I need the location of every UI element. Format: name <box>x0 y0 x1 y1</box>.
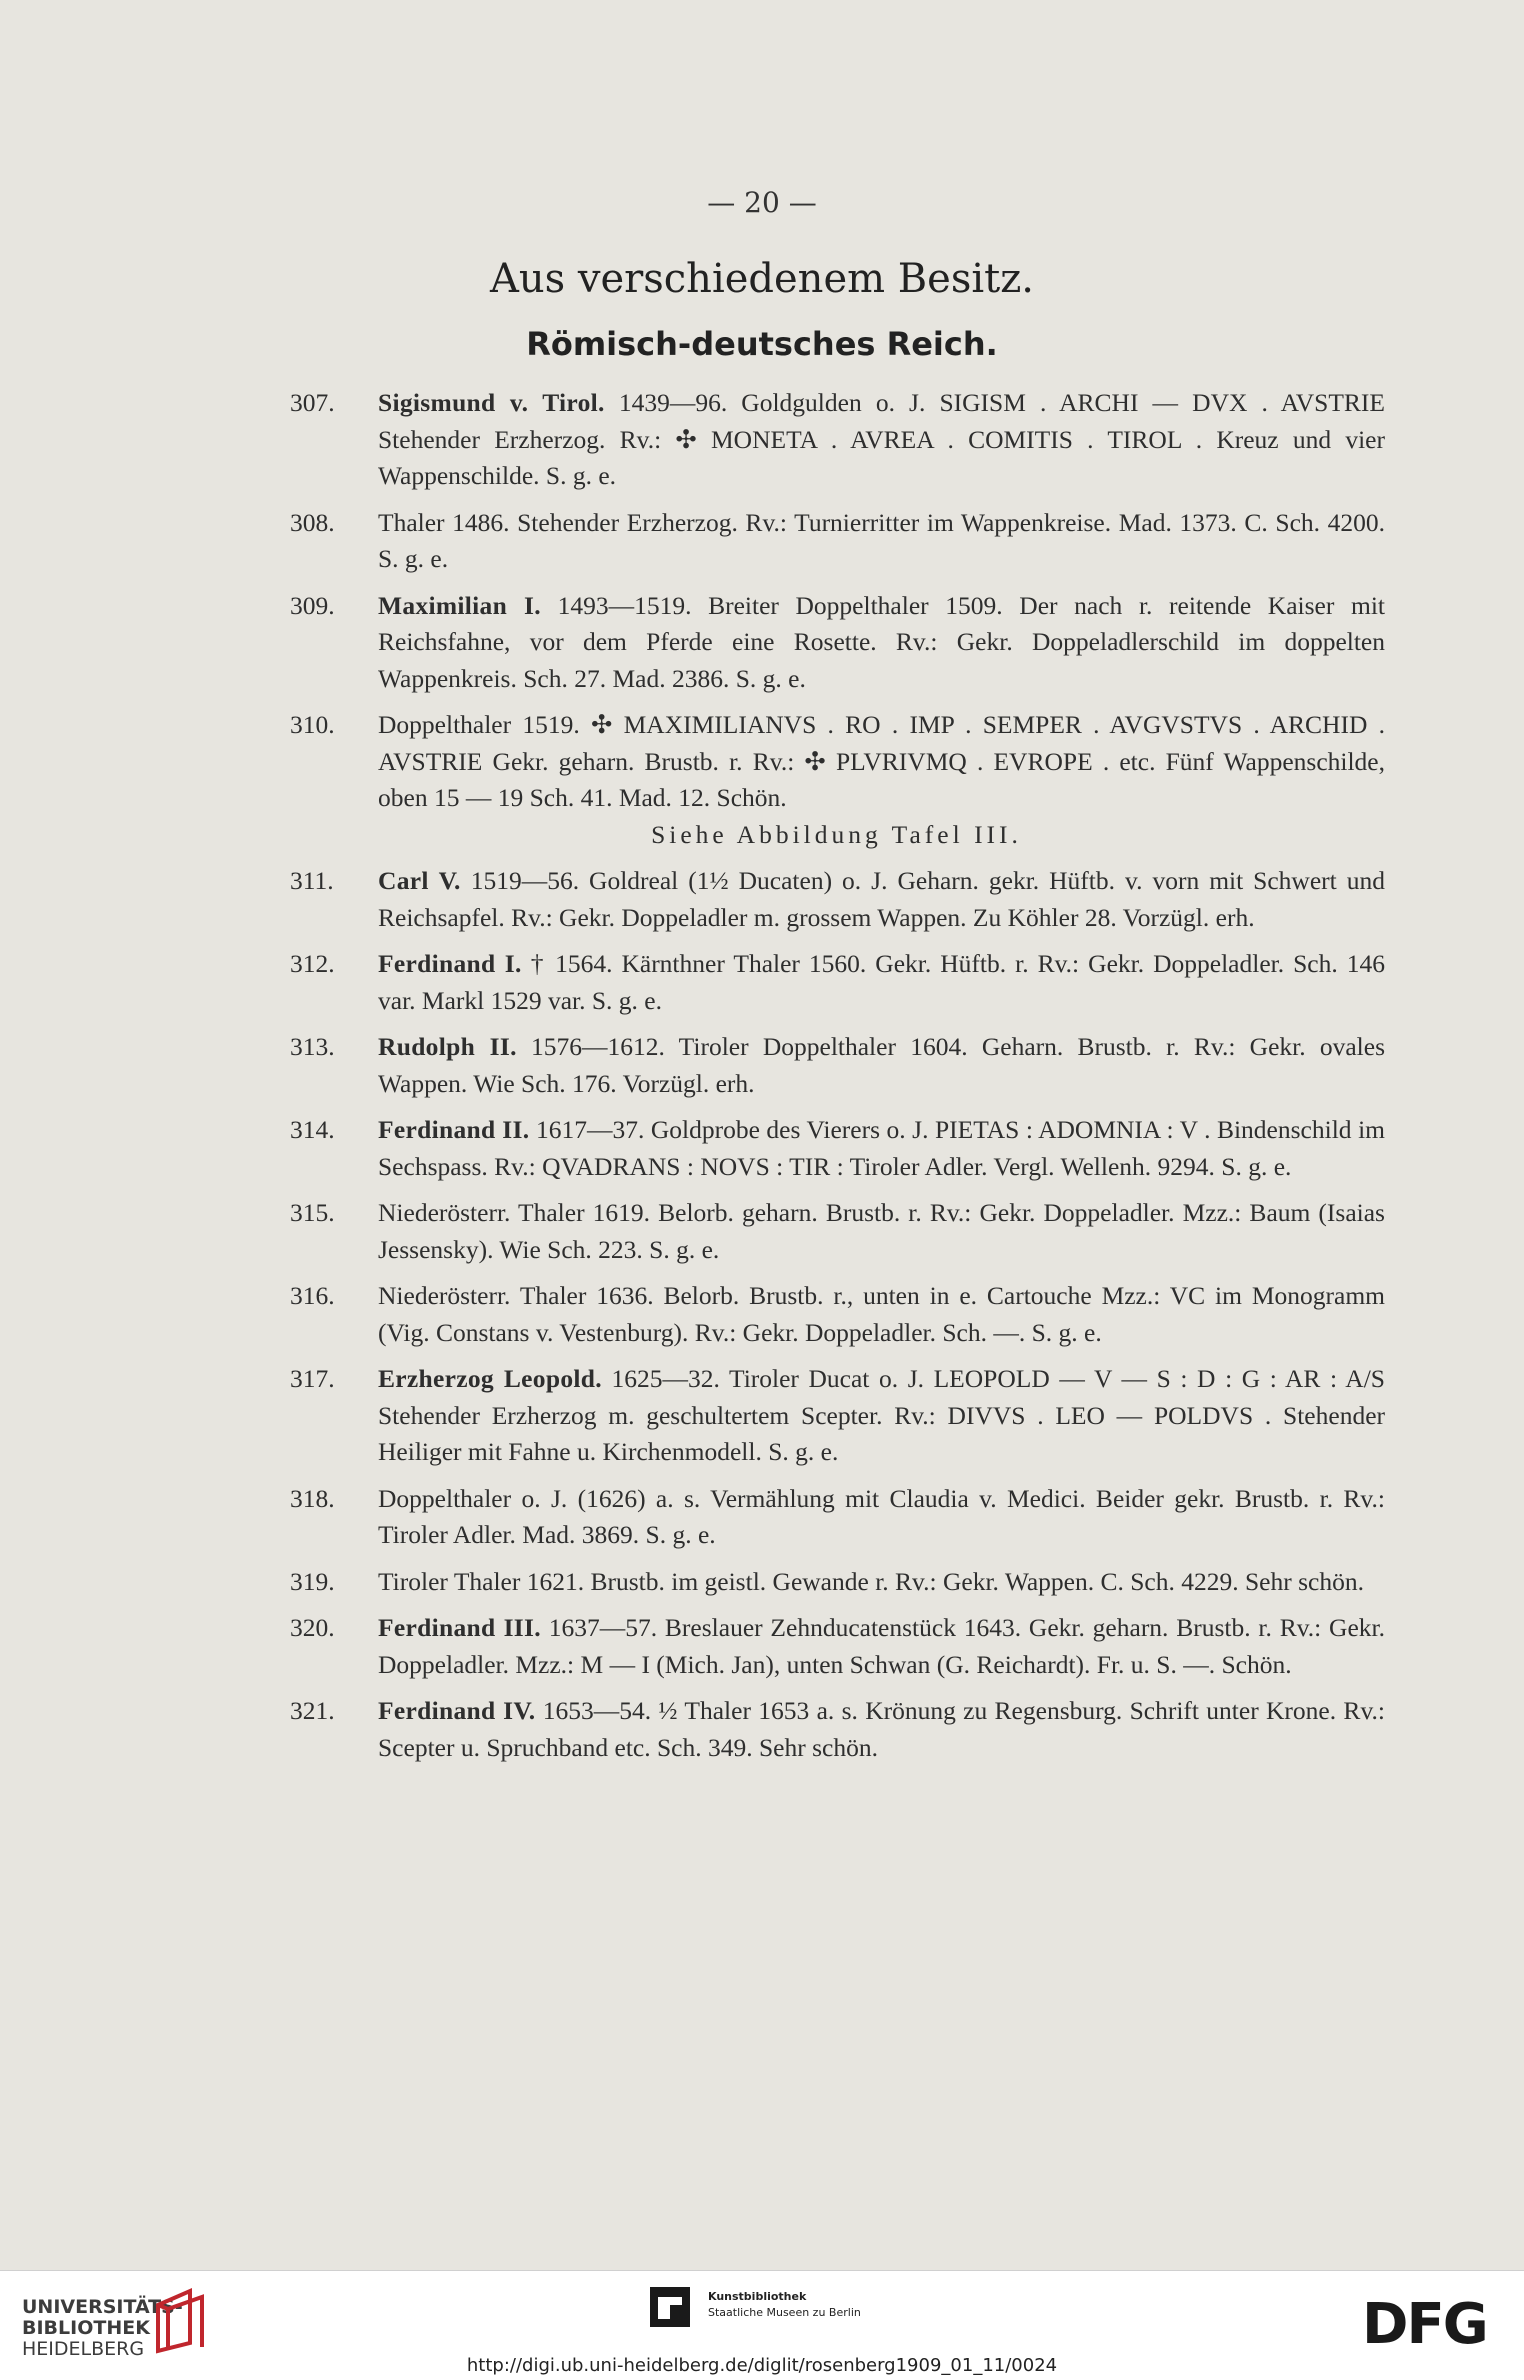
entry-number: 320. <box>290 1613 335 1642</box>
university-logo-line: UNIVERSITÄTS- <box>22 2296 183 2318</box>
entry-description: Niederösterr. Thaler 1636. Belorb. Brustb. r., unten in e. Cartouche Mzz.: VC im Monogramm (Vig. Constans v. Vestenburg). Rv.: Gekr. Doppeladler. Sch. —. S. g. e. <box>378 1281 1385 1347</box>
kunstbibliothek-text <box>708 2289 861 2321</box>
entry-number: 313. <box>290 1032 335 1061</box>
entry-number: 309. <box>290 590 335 620</box>
catalog-entry <box>290 707 1385 853</box>
catalog-entry <box>290 946 1385 1019</box>
entry-number: 311. <box>290 866 334 895</box>
catalog-entry <box>290 863 1385 936</box>
entry-number: 310. <box>290 710 335 739</box>
entry-number: 307. <box>290 388 335 417</box>
dfg-logo-text: DFG <box>1362 2295 1487 2349</box>
catalog-entry <box>290 1564 1385 1601</box>
kunstbibliothek-title: Kunstbibliothek <box>708 2290 807 2303</box>
catalog-entry <box>290 588 1385 698</box>
source-url[interactable]: http://digi.ub.uni-heidelberg.de/diglit/rosenberg1909_01_11/0024 <box>466 2355 1058 2376</box>
kunstbibliothek-logo-icon <box>648 2285 692 2329</box>
kunstbibliothek-subtitle: Staatliche Museen zu Berlin <box>708 2306 861 2319</box>
entry-ruler: Ferdinand IV. <box>378 1696 536 1725</box>
page-number: — 20 — <box>707 186 817 219</box>
viewer-footer <box>0 2270 1524 2380</box>
entry-number: 317. <box>290 1364 335 1393</box>
entry-ruler: Rudolph II. <box>378 1032 517 1061</box>
entry-description: Doppelthaler 1519. ✣ MAXIMILIANVS . RO . IMP . SEMPER . AVGVSTVS . ARCHID . AVSTRIE Gekr. geharn. Brustb. r. Rv.: ✣ PLVRIVMQ . EVROPE . etc. Fünf Wappenschilde, oben 15 — 19 Sch. 41. Mad. 12. Schön. <box>378 710 1385 812</box>
section-heading: Römisch-deutsches Reich. <box>526 325 998 363</box>
entry-description: 1617—37. Goldprobe des Vierers o. J. PIETAS : ADOMNIA : V . Bindenschild im Sechspass. Rv.: QVADRANS : NOVS : TIR : Tiroler Adler. Vergl. Wellenh. 9294. S. g. e. <box>378 1115 1385 1181</box>
entry-description: 1625—32. Tiroler Ducat o. J. LEOPOLD — V — S : D : G : AR : A/S Stehender Erzherzog m. geschultertem Scepter. Rv.: DIVVS . LEO — POLDVS . Stehender Heiliger mit Fahne u. Kirchenmodell. S. g. e. <box>378 1364 1385 1466</box>
entry-number: 318. <box>290 1483 335 1513</box>
university-logo-line: BIBLIOTHEK <box>22 2317 150 2339</box>
entry-description: 1576—1612. Tiroler Doppelthaler 1604. Geharn. Brustb. r. Rv.: Gekr. ovales Wappen. Wie Sch. 176. Vorzügl. erh. <box>378 1032 1386 1098</box>
catalog-entry <box>290 1278 1385 1351</box>
entry-number: 308. <box>290 507 335 537</box>
entry-number: 312. <box>290 949 335 978</box>
catalog-entry <box>290 385 1385 495</box>
catalog-entry <box>290 1029 1385 1102</box>
catalog-entry <box>290 1481 1385 1554</box>
university-emblem-icon <box>150 2285 216 2355</box>
entry-number: 315. <box>290 1198 335 1227</box>
entry-description: † 1564. Kärnthner Thaler 1560. Gekr. Hüftb. r. Rv.: Gekr. Doppeladler. Sch. 146 var. Markl 1529 var. S. g. e. <box>378 949 1385 1015</box>
entry-description: Doppelthaler o. J. (1626) a. s. Vermählung mit Claudia v. Medici. Beider gekr. Brustb. r. Rv.: Tiroler Adler. Mad. 3869. S. g. e. <box>378 1483 1385 1549</box>
entry-ruler: Ferdinand I. <box>378 949 522 978</box>
catalog-entry <box>290 1361 1385 1471</box>
entry-description: Niederösterr. Thaler 1619. Belorb. geharn. Brustb. r. Rv.: Gekr. Doppeladler. Mzz.: Baum (Isaias Jessensky). Wie Sch. 223. S. g. e. <box>378 1198 1385 1264</box>
entry-ruler: Sigismund v. Tirol. <box>378 388 605 417</box>
entry-ruler: Maximilian I. <box>378 590 541 620</box>
university-logo-line: HEIDELBERG <box>22 2338 145 2360</box>
entry-number: 319. <box>290 1566 335 1596</box>
entry-description: 1493—1519. Breiter Doppelthaler 1509. Der nach r. reitende Kaiser mit Reichsfahne, vor dem Pferde eine Rosette. Rv.: Gekr. Doppeladlerschild im doppelten Wappenkreis. Sch. 27. Mad. 2386. S. g. e. <box>378 590 1385 693</box>
entry-description: 1439—96. Goldgulden o. J. SIGISM . ARCHI — DVX . AVSTRIE Stehender Erzherzog. Rv.: ✣ MONETA . AVREA . COMITIS . TIROL . Kreuz und vier Wappenschilde. S. g. e. <box>378 388 1385 490</box>
entry-description: Thaler 1486. Stehender Erzherzog. Rv.: Turnierritter im Wappenkreise. Mad. 1373. C. Sch. 4200. S. g. e. <box>378 507 1385 573</box>
entry-ruler: Ferdinand III. <box>378 1613 541 1642</box>
entry-ruler: Carl V. <box>378 866 461 895</box>
entry-ruler: Erzherzog Leopold. <box>378 1364 602 1393</box>
catalog-entry <box>290 505 1385 578</box>
entry-description: 1637—57. Breslauer Zehnducatenstück 1643. Gekr. geharn. Brustb. r. Rv.: Gekr. Doppeladler. Mzz.: M — I (Mich. Jan), unten Schwan (G. Reichardt). Fr. u. S. —. Schön. <box>378 1613 1385 1679</box>
entry-number: 316. <box>290 1281 335 1310</box>
entry-number: 314. <box>290 1115 335 1144</box>
catalog-entries <box>290 385 1385 1776</box>
entry-description: 1519—56. Goldreal (1½ Ducaten) o. J. Geharn. gekr. Hüftb. v. vorn mit Schwert und Reichsapfel. Rv.: Gekr. Doppeladler m. grossem Wappen. Zu Köhler 28. Vorzügl. erh. <box>378 866 1385 932</box>
dfg-logo-icon[interactable] <box>1362 2295 1502 2349</box>
catalog-entry <box>290 1693 1385 1766</box>
entry-description: Tiroler Thaler 1621. Brustb. im geistl. Gewande r. Rv.: Gekr. Wappen. C. Sch. 4229. Sehr schön. <box>378 1566 1364 1596</box>
entry-number: 321. <box>290 1696 335 1725</box>
entry-ruler: Ferdinand II. <box>378 1115 530 1144</box>
catalog-entry <box>290 1610 1385 1683</box>
catalog-entry <box>290 1112 1385 1185</box>
entry-description: 1653—54. ½ Thaler 1653 a. s. Krönung zu Regensburg. Schrift unter Krone. Rv.: Scepter u. Spruchband etc. Sch. 349. Sehr schön. <box>378 1696 1385 1762</box>
entry-plate-reference: Siehe Abbildung Tafel III. <box>651 819 1022 849</box>
page-title: Aus verschiedenem Besitz. <box>489 256 1035 302</box>
catalog-entry <box>290 1195 1385 1268</box>
